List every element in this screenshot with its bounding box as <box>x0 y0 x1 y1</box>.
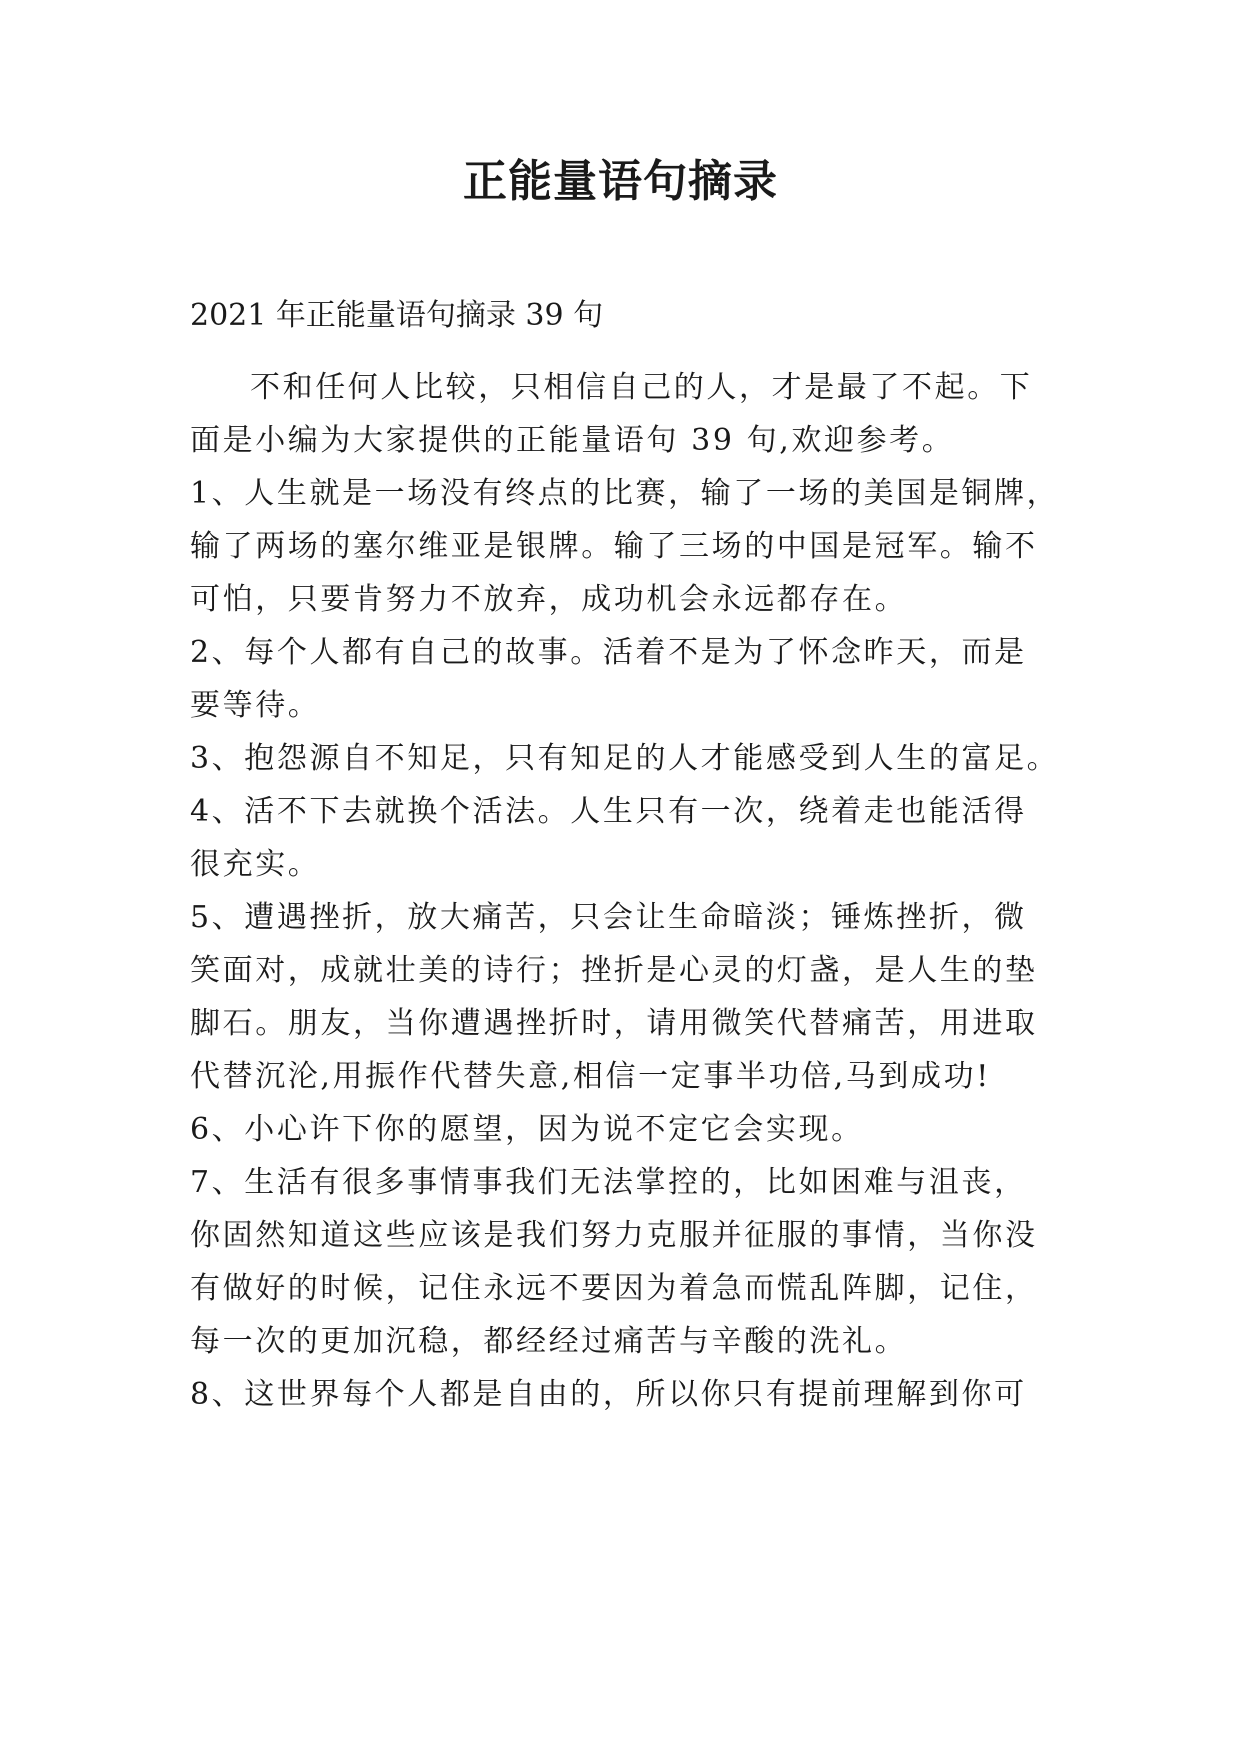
body-line: 7、生活有很多事情事我们无法掌控的，比如困难与沮丧， <box>190 1165 1027 1200</box>
body-line: 很充实。 <box>190 847 321 882</box>
body-line: 脚石。朋友，当你遭遇挫折时，请用微笑代替痛苦，用进取 <box>190 1006 1038 1041</box>
body-line: 1、人生就是一场没有终点的比赛，输了一场的美国是铜牌， <box>190 476 1060 511</box>
body-line: 不和任何人比较，只相信自己的人，才是最了不起。下 <box>250 370 1033 405</box>
body-line: 代替沉沦,用振作代替失意,相信一定事半功倍,马到成功! <box>190 1059 991 1094</box>
body-line: 2、每个人都有自己的故事。活着不是为了怀念昨天，而是 <box>190 635 1027 670</box>
document-subtitle: 2021 年正能量语句摘录 39 句 <box>190 298 604 333</box>
body-line: 可怕，只要肯努力不放弃，成功机会永远都存在。 <box>190 582 908 617</box>
document-title: 正能量语句摘录 <box>463 156 778 207</box>
body-line: 面是小编为大家提供的正能量语句 39 句,欢迎参考。 <box>190 423 955 458</box>
body-line: 你固然知道这些应该是我们努力克服并征服的事情，当你没 <box>190 1218 1038 1253</box>
body-line: 有做好的时候，记住永远不要因为着急而慌乱阵脚，记住， <box>190 1271 1038 1306</box>
body-line: 8、这世界每个人都是自由的，所以你只有提前理解到你可 <box>190 1377 1027 1412</box>
body-line: 每一次的更加沉稳，都经经过痛苦与辛酸的洗礼。 <box>190 1324 908 1359</box>
body-line: 输了两场的塞尔维亚是银牌。输了三场的中国是冠军。输不 <box>190 529 1038 564</box>
body-line: 4、活不下去就换个活法。人生只有一次，绕着走也能活得 <box>190 794 1027 829</box>
body-line: 要等待。 <box>190 688 321 723</box>
body-line: 5、遭遇挫折，放大痛苦，只会让生命暗淡；锤炼挫折，微 <box>190 900 1027 935</box>
body-line: 3、抱怨源自不知足，只有知足的人才能感受到人生的富足。 <box>190 741 1060 776</box>
body-line: 笑面对，成就壮美的诗行；挫折是心灵的灯盏，是人生的垫 <box>190 953 1038 988</box>
body-line: 6、小心许下你的愿望，因为说不定它会实现。 <box>190 1112 864 1147</box>
